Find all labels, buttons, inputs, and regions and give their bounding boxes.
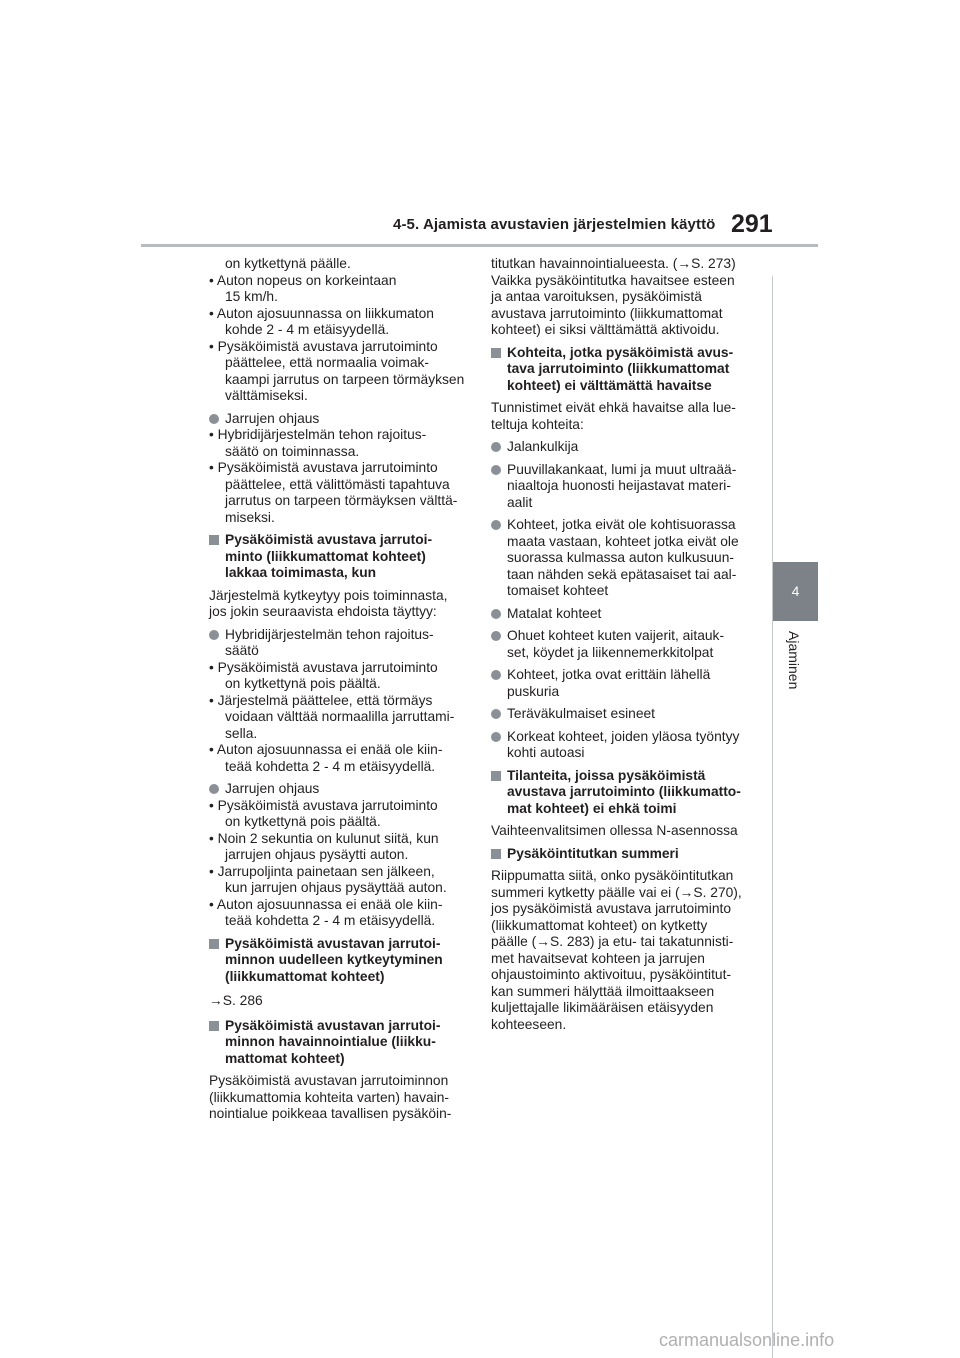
text-line: on kytkettynä päälle. — [225, 256, 351, 271]
left-column — [209, 256, 464, 1123]
circle-bullet-icon — [491, 609, 501, 619]
circle-bullet-icon — [491, 631, 501, 641]
text-line: päälle (→S. 283) ja etu- tai takatunnisti- — [491, 934, 734, 949]
text-line: • Auton ajosuunnassa on liikkumaton — [209, 305, 434, 321]
text-line: • Noin 2 sekuntia on kulunut siitä, kun — [209, 830, 439, 846]
text-line: (liikkumattomat kohteet) — [225, 968, 385, 984]
circle-bullet-icon — [209, 630, 219, 640]
text-line: kuljettajalle likimääräisen etäisyyden — [491, 1000, 714, 1015]
text-line: on kytkettynä pois päältä. — [225, 814, 381, 829]
bullet-fabrics — [491, 462, 746, 512]
text-line: Kohteita, jotka pysäköimistä avus- — [507, 344, 734, 360]
text-line: välttämiseksi. — [225, 388, 308, 403]
heading-may-not-work — [491, 768, 746, 818]
text-line: titutkan havainnointialueesta. (→S. 273) — [491, 256, 736, 271]
text-line: kan summeri hälyttää ilmoittaakseen — [491, 983, 715, 999]
text-line: nointialue poikkeaa tavallisen pysäköin- — [209, 1106, 452, 1121]
text-line: Jarrujen ohjaus — [225, 410, 320, 426]
right-column — [491, 256, 746, 1033]
bullet-thin-objects — [491, 628, 746, 661]
text-line: Hybridijärjestelmän tehon rajoitus- — [225, 626, 434, 642]
text-line: Järjestelmä kytkeytyy pois toiminnasta, — [209, 587, 448, 603]
text-line: Matalat kohteet — [507, 605, 602, 621]
paragraph — [491, 868, 746, 1033]
text-line: Pysäköimistä avustava jarrutoi- — [225, 532, 433, 547]
text-line: aalit — [507, 494, 533, 510]
heading-detection-area — [209, 1018, 464, 1068]
bullet-non-perpendicular — [491, 517, 746, 600]
text-line: teää kohdetta 2 - 4 m etäisyydellä. — [225, 758, 436, 774]
text-line: jos jokin seuraavista ehdoista täyttyy: — [209, 604, 437, 619]
bullet-near-bumper — [491, 667, 746, 700]
circle-bullet-icon — [491, 442, 501, 452]
bullet-sharp-objects — [491, 706, 746, 723]
text-line: jarrutus on tarpeen törmäyksen välttä- — [225, 493, 458, 508]
chapter-tab[interactable]: 4 — [773, 562, 818, 621]
text-line: voidaan välttää normaalilla jarruttami- — [225, 709, 455, 724]
text-line: puskuria — [507, 683, 560, 699]
paragraph — [491, 256, 746, 339]
text-line: miseksi. — [225, 509, 275, 525]
text-line: mattomat kohteet) — [225, 1050, 345, 1066]
text-line: • Hybridijärjestelmän tehon rajoitus- — [209, 427, 427, 442]
text-line: tava jarrutoiminto (liikkumattomat — [507, 361, 730, 376]
text-line: Ohuet kohteet kuten vaijerit, aitauk- — [507, 628, 725, 643]
text-line: kaampi jarrutus on tarpeen törmäyksen — [225, 371, 465, 387]
circle-bullet-icon — [209, 414, 219, 424]
side-tab-divider — [772, 276, 773, 1358]
text-line: Kohteet, jotka ovat erittäin lähellä — [507, 667, 711, 682]
text-line: teää kohdetta 2 - 4 m etäisyydellä. — [225, 913, 436, 928]
text-line: • Pysäköimistä avustava jarrutoiminto — [209, 338, 438, 354]
text-line: kohteet) ei siksi välttämättä aktivoidu. — [491, 322, 720, 337]
text-line: Tunnistimet eivät ehkä havaitse alla lue- — [491, 400, 736, 415]
paragraph — [491, 400, 746, 433]
heading-reactivation — [209, 936, 464, 986]
text-line: 15 km/h. — [225, 289, 278, 304]
continued-list — [209, 256, 464, 405]
page-reference-link[interactable]: →S. 286 — [209, 993, 263, 1008]
square-bullet-icon — [491, 849, 501, 859]
text-line: (liikkumattomat kohteet) on kytketty — [491, 917, 708, 933]
text-line: on kytkettynä pois päältä. — [225, 676, 381, 691]
text-line: Pysäköimistä avustavan jarrutoi- — [225, 1017, 441, 1033]
heading-buzzer — [491, 846, 746, 863]
text-line: met havaitsevat kohteen ja jarrujen — [491, 950, 705, 966]
circle-bullet-icon — [491, 670, 501, 680]
text-line: kohde 2 - 4 m etäisyydellä. — [225, 322, 390, 337]
text-line: • Auton ajosuunnassa ei enää ole kiin- — [209, 896, 443, 912]
circle-bullet-icon — [491, 520, 501, 530]
text-line: Korkeat kohteet, joiden yläosa työntyy — [507, 728, 740, 744]
square-bullet-icon — [491, 348, 501, 358]
text-line: Pysäköimistä avustavan jarrutoi- — [225, 935, 441, 951]
text-line: ohjaustoiminto aktivoituu, pysäköintitut- — [491, 967, 732, 982]
text-line: • Jarrupoljinta painetaan sen jälkeen, — [209, 863, 435, 879]
text-line: päättelee, että normaalia voimak- — [225, 355, 429, 370]
text-line: minnon uudelleen kytkeytyminen — [225, 952, 443, 967]
text-line: ja antaa varoituksen, pysäköimistä — [491, 289, 702, 304]
page-number: 291 — [731, 210, 773, 238]
text-line: Vaihteenvalitsimen ollessa N-asennossa — [491, 823, 738, 838]
bullet-power-limit — [209, 627, 464, 776]
text-line: summeri kytketty päälle vai ei (→S. 270), — [491, 884, 742, 900]
circle-bullet-icon — [491, 709, 501, 719]
bullet-tall-objects — [491, 729, 746, 762]
square-bullet-icon — [209, 1021, 219, 1031]
text-line: Jalankulkija — [507, 439, 579, 454]
circle-bullet-icon — [491, 465, 501, 475]
text-line: jos pysäköimistä avustava jarrutoiminto — [491, 901, 732, 916]
section-title: 4-5. Ajamista avustavien järjestelmien käyttö — [393, 216, 716, 233]
text-line: teltuja kohteita: — [491, 416, 584, 432]
paragraph — [209, 1073, 464, 1123]
square-bullet-icon — [209, 939, 219, 949]
text-line: • Auton ajosuunnassa ei enää ole kiin- — [209, 742, 443, 757]
text-line: Pysäköimistä avustavan jarrutoiminnon — [209, 1073, 449, 1088]
circle-bullet-icon — [209, 784, 219, 794]
text-line: • Järjestelmä päättelee, että törmäys — [209, 692, 433, 708]
header-divider — [141, 244, 818, 247]
text-line: Jarrujen ohjaus — [225, 781, 320, 796]
text-line: avustava jarrutoiminto (liikkumattomat — [491, 305, 723, 321]
text-line: lakkaa toimimasta, kun — [225, 565, 377, 580]
text-line: jarrujen ohjaus pysäytti auton. — [225, 847, 409, 862]
bullet-brake-control-off — [209, 781, 464, 930]
text-line: säätö — [225, 643, 259, 658]
text-line: kohti autoasi — [507, 745, 585, 760]
chapter-label: Ajaminen — [786, 631, 802, 690]
text-line: • Auton nopeus on korkeintaan — [209, 272, 397, 288]
square-bullet-icon — [491, 771, 501, 781]
text-line: Pysäköintitutkan summeri — [507, 845, 679, 861]
text-line: tomaiset kohteet — [507, 583, 609, 598]
text-line: taan nähden sekä epätasaiset tai aal- — [507, 566, 737, 582]
heading-undetected-objects — [491, 345, 746, 395]
watermark-text: carmanualsonline.info — [659, 1330, 835, 1350]
text-line: Vaikka pysäköintitutka havaitsee esteen — [491, 272, 735, 288]
text-line: kohteeseen. — [491, 1016, 567, 1032]
text-line: • Pysäköimistä avustava jarrutoiminto — [209, 460, 438, 475]
text-line: maata vastaan, kohteet jotka eivät ole — [507, 533, 739, 549]
bullet-pedestrian — [491, 439, 746, 456]
text-line: niaaltoja huonosti heijastavat materi- — [507, 478, 731, 493]
text-line: • Pysäköimistä avustava jarrutoiminto — [209, 797, 438, 813]
text-line: minto (liikkumattomat kohteet) — [225, 548, 426, 564]
bullet-low-objects — [491, 606, 746, 623]
text-line: Puuvillakankaat, lumi ja muut ultraää- — [507, 461, 737, 477]
text-line: sella. — [225, 725, 258, 741]
text-line: (liikkumattomia kohteita varten) havain- — [209, 1089, 450, 1105]
text-line: kohteet) ei välttämättä havaitse — [507, 377, 712, 393]
text-line: avustava jarrutoiminto (liikkumatto- — [507, 784, 741, 799]
heading-stops-working — [209, 532, 464, 582]
paragraph — [491, 823, 746, 840]
paragraph — [209, 588, 464, 621]
text-line: Kohteet, jotka eivät ole kohtisuorassa — [507, 517, 736, 532]
text-line: minnon havainnointialue (liikku- — [225, 1034, 436, 1049]
text-line: set, köydet ja liikennemerkkitolpat — [507, 644, 714, 660]
text-line: suorassa kulmassa auton kulkusuun- — [507, 550, 735, 565]
text-line: Tilanteita, joissa pysäköimistä — [507, 767, 706, 783]
text-line: säätö on toiminnassa. — [225, 443, 360, 459]
text-line: Riippumatta siitä, onko pysäköintitutkan — [491, 868, 734, 883]
square-bullet-icon — [209, 535, 219, 545]
text-line: Teräväkulmaiset esineet — [507, 706, 656, 721]
bullet-brake-control — [209, 411, 464, 527]
text-line: • Pysäköimistä avustava jarrutoiminto — [209, 659, 438, 675]
circle-bullet-icon — [491, 732, 501, 742]
text-line: päättelee, että välittömästi tapahtuva — [225, 476, 450, 492]
text-line: mat kohteet) ei ehkä toimi — [507, 800, 677, 816]
text-line: kun jarrujen ohjaus pysäyttää auton. — [225, 880, 447, 895]
